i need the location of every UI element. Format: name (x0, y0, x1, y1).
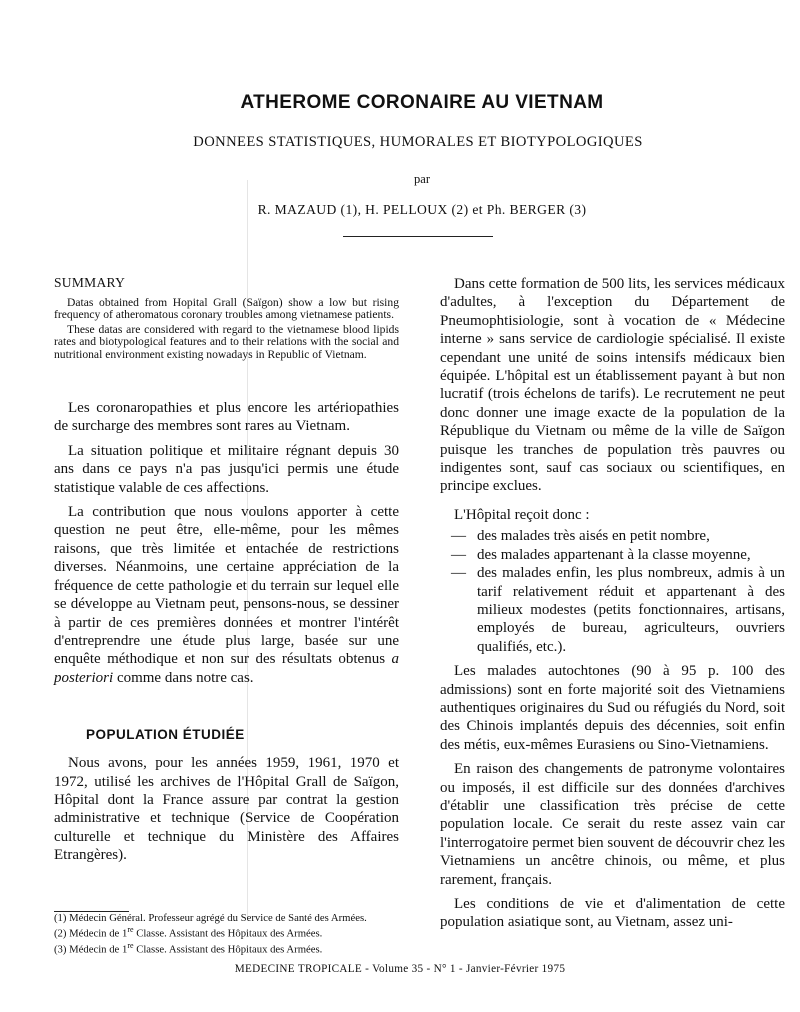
footnote-3 (54, 940, 474, 956)
title-divider (343, 236, 493, 237)
body-text: La contribution que nous voulons apporter à cette question ne peut être, elle-même, pour les mêmes raisons, que très limitée et entachée de restrictions diverses. Néanmoins, une certaine appréciation de la fréquence de cette pathologie et du terrain sur lequel elle se développe au Vietnam peut, pensons-nous, se dessiner à partir de ces premières données et montrer l'intérêt d'entreprendre une étude plus large, basée sur une enquête méthodique et non sur des résultats obtenus (54, 504, 399, 668)
journal-footer: MEDECINE TROPICALE - Volume 35 - N° 1 - Janvier-Février 1975 (234, 963, 566, 975)
footnotes (54, 913, 474, 956)
list-item (440, 564, 785, 656)
footnote-text: Classe. Assistant des Hôpitaux des Armées. (133, 927, 323, 940)
list-item (440, 527, 785, 545)
right-column (440, 275, 785, 932)
body-paragraph: Dans cette formation de 500 lits, les services médicaux d'adultes, à l'exception du Département de Pneumophtisiologie, sont à vocation de « Médecine interne » sans service de cardiologie spécialisé. Il existe cependant une unité de soins intensifs médicaux bien équipée. L'hôpital est un établissement payant à but non lucratif (trois échelons de tarifs). Le recrutement ne peut donc donner une image exacte de la population de la République du Vietnam ou même de la ville de Saïgon puisque les tranches de population très pauvres ou indigentes sont, sauf cas sociaux ou scientifiques, en principe exclues. (440, 276, 785, 495)
list-item (440, 546, 785, 564)
summary-paragraph: These datas are considered with regard to the vietnamese blood lipids rates and biotypological features and to their relations with the social and nutritional environment existing nowadays in Republic of Vietnam. (54, 322, 399, 361)
italic-term: a posteriori (54, 651, 399, 686)
list-item-text: des malades appartenant à la classe moyenne, (477, 546, 751, 563)
summary-paragraph: Datas obtained from Hopital Grall (Saïgon) show a low but rising frequency of atheromatous coronary troubles among vietnamese patients. (54, 296, 399, 322)
footnote-text: (2) Médecin de 1 (54, 927, 128, 940)
patient-category-list (440, 527, 785, 656)
body-paragraph: Les coronaropathies et plus encore les artériopathies de surcharge des membres sont rares au Vietnam. (54, 400, 399, 435)
footnote-sup: re (127, 940, 134, 950)
body-paragraph (54, 503, 399, 687)
list-dash: — (451, 565, 466, 582)
list-dash: — (451, 528, 466, 545)
body-paragraph: Nous avons, pour les années 1959, 1961, 1970 et 1972, utilisé les archives de l'Hôpital Grall de Saïgon, Hôpital dont la France assure par contrat la gestion administrative et technique (Service de Coopération culturelle et technique du Ministère des Affaires Etrangères). (54, 755, 399, 864)
summary-heading: SUMMARY (54, 275, 126, 290)
footnote-sup: re (127, 925, 134, 935)
article-subtitle: DONNEES STATISTIQUES, HUMORALES ET BIOTYPOLOGIQUES (193, 134, 643, 150)
body-paragraph: La situation politique et militaire régnant depuis 30 ans dans ce pays n'a pas jusqu'ici permis une étude statistique valable de ces affections. (54, 442, 399, 496)
summary-block (54, 275, 399, 361)
footnote-2 (54, 924, 474, 940)
body-paragraph: En raison des changements de patronyme volontaires ou imposés, il est difficile sur des données d'archives d'établir une classification très précise de cette population locale. Ce serait du reste assez vain car l'interrogatoire permet bien souvent de découvrir chez les Vietnamiens un ancêtre chinois, ou même, et plus rarement, français. (440, 761, 785, 888)
by-line-par: par (414, 172, 430, 186)
body-text: comme dans notre cas. (116, 669, 254, 686)
footnote-text: Classe. Assistant des Hôpitaux des Armées. (133, 943, 323, 956)
article-title: ATHEROME CORONAIRE AU VIETNAM (240, 92, 604, 113)
body-paragraph: Les conditions de vie et d'alimentation de cette population asiatique sont, au Vietnam, assez uni- (440, 896, 785, 931)
body-paragraph: Les malades autochtones (90 à 95 p. 100 des admissions) sont en forte majorité soit des Vietnamiens authentiques originaires du Sud ou réfugiés du Nord, soit des Chinois implantés depuis des décennies, soit enfin des métis, eux-mêmes Eurasiens ou Sino-Vietnamiens. (440, 663, 785, 753)
authors-line: R. MAZAUD (1), H. PELLOUX (2) et Ph. BERGER (3) (257, 202, 587, 217)
list-item-text: des malades très aisés en petit nombre, (477, 528, 710, 545)
footnote-text: (3) Médecin de 1 (54, 943, 128, 956)
list-item-text: des malades enfin, les plus nombreux, admis à un tarif relativement réduit et appartenant à des milieux modestes (petits fonctionnaires, artisans, employés de bureau, agriculteurs, ouvriers qualifiés, etc.). (477, 565, 785, 655)
body-paragraph: L'Hôpital reçoit donc : (454, 506, 590, 523)
list-dash: — (451, 546, 466, 563)
footnote-1: (1) Médecin Général. Professeur agrégé du Service de Santé des Armées. (54, 912, 367, 924)
section-heading: POPULATION ÉTUDIÉE (86, 727, 245, 743)
left-column (54, 275, 399, 865)
